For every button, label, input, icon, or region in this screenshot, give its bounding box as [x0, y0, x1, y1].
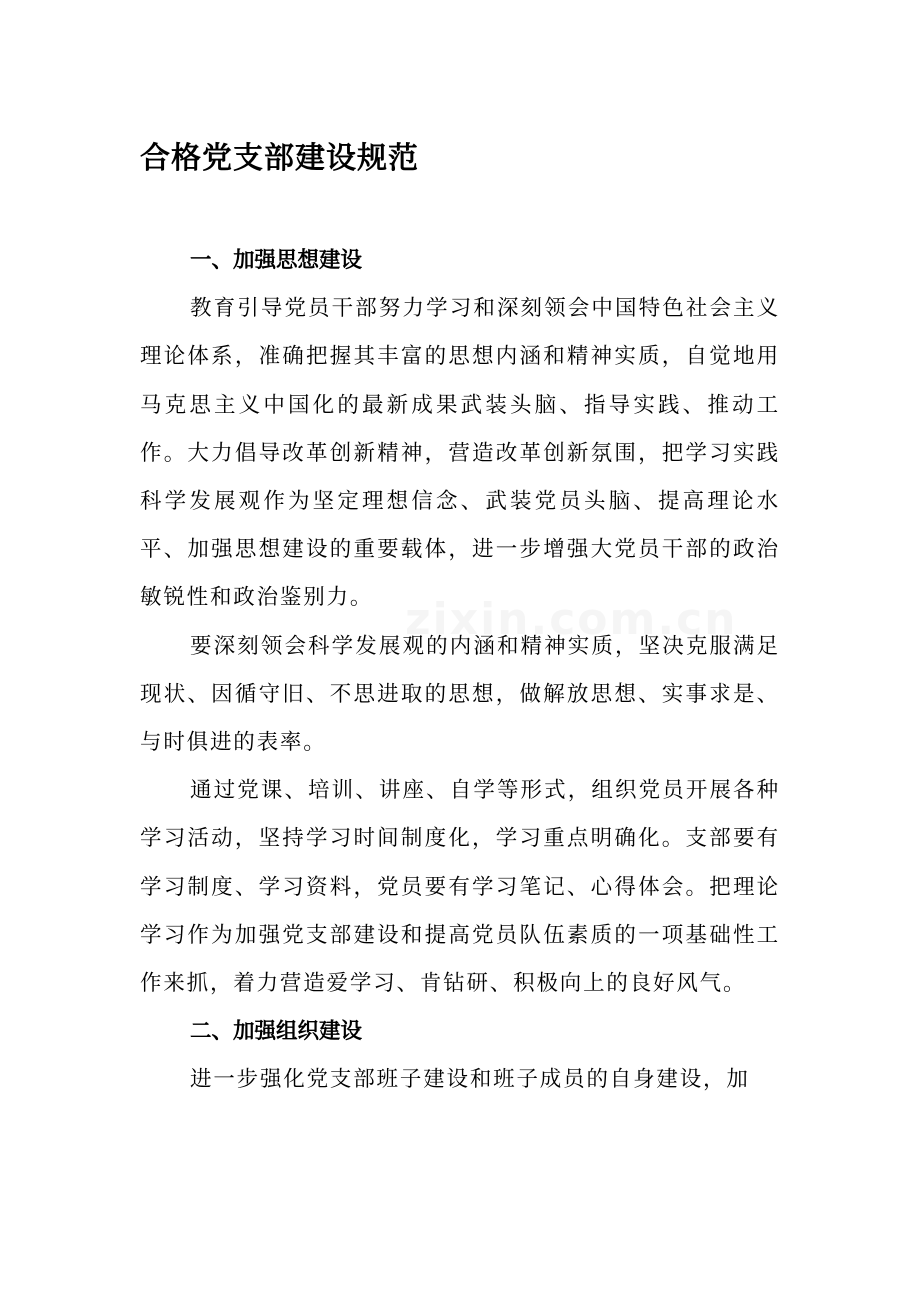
- watermark: zixin.com.cn: [405, 594, 738, 645]
- section-heading: 二、加强组织建设: [190, 1019, 363, 1045]
- paragraph: 通过党课、培训、讲座、自学等形式，组织党员开展各种学习活动，坚持学习时间制度化，学习重点明确化。支部要有学习制度、学习资料，党员要有学习笔记、心得体会。把理论学习作为加强党支部建设和提高党员队伍素质的一项基础性工作来抓，着力营造爱学习、肯钻研、积极向上的良好风气。: [140, 778, 780, 997]
- paragraph: 进一步强化党支部班子建设和班子成员的自身建设，加: [190, 1067, 750, 1093]
- paragraph: 要深刻领会科学发展观的内涵和精神实质，坚决克服满足现状、因循守旧、不思进取的思想，做解放思想、实事求是、与时俱进的表率。: [140, 633, 780, 756]
- section-heading: 一、加强思想建设: [190, 248, 363, 273]
- document-title: 合格党支部建设规范: [140, 141, 419, 176]
- section-ideology: [140, 237, 780, 1008]
- document-body: [140, 237, 780, 1105]
- section-organization: [140, 1008, 780, 1104]
- paragraph: 教育引导党员干部努力学习和深刻领会中国特色社会主义理论体系，准确把握其丰富的思想内涵和精神实质，自觉地用马克思主义中国化的最新成果武装头脑、指导实践、推动工作。大力倡导改革创新精神，营造改革创新氛围，把学习实践科学发展观作为坚定理想信念、武装党员头脑、提高理论水平、加强思想建设的重要载体，进一步增强大党员干部的政治敏锐性和政治鉴别力。: [140, 296, 780, 611]
